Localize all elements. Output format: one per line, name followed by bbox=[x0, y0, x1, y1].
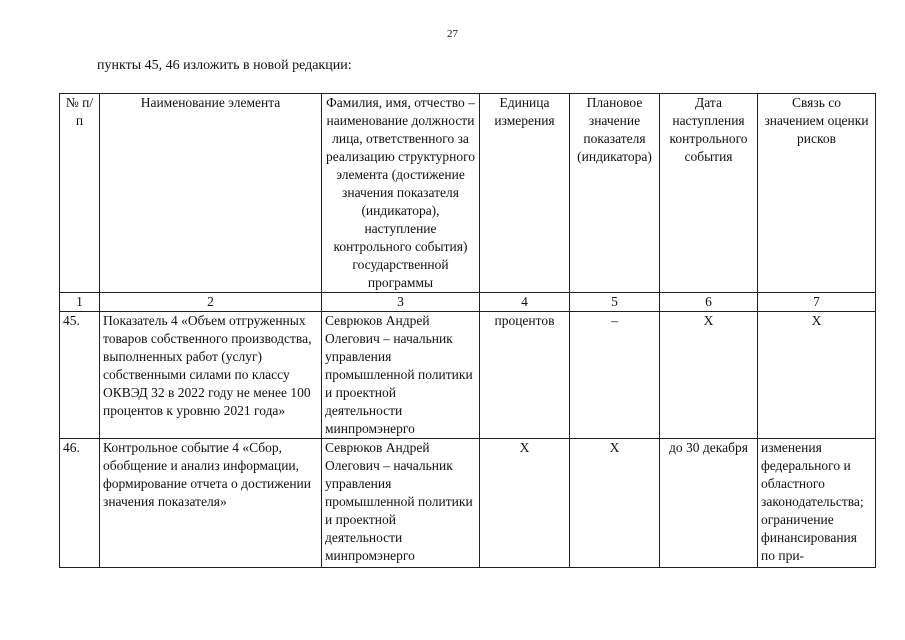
column-number: 7 bbox=[758, 293, 876, 312]
header-cell-planned: Плановое значение показателя (индикатора) bbox=[570, 94, 660, 293]
column-number: 5 bbox=[570, 293, 660, 312]
column-number-row bbox=[60, 293, 876, 312]
planned-value-cell: Х bbox=[570, 439, 660, 568]
header-cell-name: Наименование элемента bbox=[100, 94, 322, 293]
element-name: Контрольное событие 4 «Сбор, обобщение и анализ информации, формирование отчета о достижении значения показателя» bbox=[100, 439, 322, 568]
responsible-person: Севрюков Андрей Олегович – начальник управления промышленной политики и проектной деятельности минпромэнерго bbox=[322, 439, 480, 568]
table-row bbox=[60, 312, 876, 439]
header-cell-number: № п/п bbox=[60, 94, 100, 293]
row-number: 45. bbox=[60, 312, 100, 439]
intro-text: пункты 45, 46 изложить в новой редакции: bbox=[97, 58, 352, 73]
column-number: 4 bbox=[480, 293, 570, 312]
event-date-cell: до 30 декабря bbox=[660, 439, 758, 568]
header-cell-risk: Связь со значением оценки рисков bbox=[758, 94, 876, 293]
responsible-person: Севрюков Андрей Олегович – начальник управления промышленной политики и проектной деятельности минпромэнерго bbox=[322, 312, 480, 439]
column-number: 1 bbox=[60, 293, 100, 312]
risk-cell: Х bbox=[758, 312, 876, 439]
unit-cell: Х bbox=[480, 439, 570, 568]
header-cell-date: Дата наступления контрольного события bbox=[660, 94, 758, 293]
planned-value-cell: – bbox=[570, 312, 660, 439]
header-cell-responsible: Фамилия, имя, отчество – наименование должности лица, ответственного за реализацию структурного элемента (достижение значения показателя (индикатора), наступление контрольного события) государственной программы bbox=[322, 94, 480, 293]
table-header-row bbox=[60, 94, 876, 293]
unit-cell: процентов bbox=[480, 312, 570, 439]
column-number: 6 bbox=[660, 293, 758, 312]
header-cell-unit: Единица измерения bbox=[480, 94, 570, 293]
table-row bbox=[60, 439, 876, 568]
program-table bbox=[59, 93, 876, 568]
row-number: 46. bbox=[60, 439, 100, 568]
risk-cell: изменения федерального и областного законодательства; ограничение финансирования по при- bbox=[758, 439, 876, 568]
column-number: 3 bbox=[322, 293, 480, 312]
page-number: 27 bbox=[447, 28, 458, 40]
element-name: Показатель 4 «Объем отгруженных товаров собственного производства, выполненных работ (услуг) собственными силами по классу ОКВЭД 32 в 2022 году не менее 100 процентов к уровню 2021 года» bbox=[100, 312, 322, 439]
event-date-cell: Х bbox=[660, 312, 758, 439]
column-number: 2 bbox=[100, 293, 322, 312]
